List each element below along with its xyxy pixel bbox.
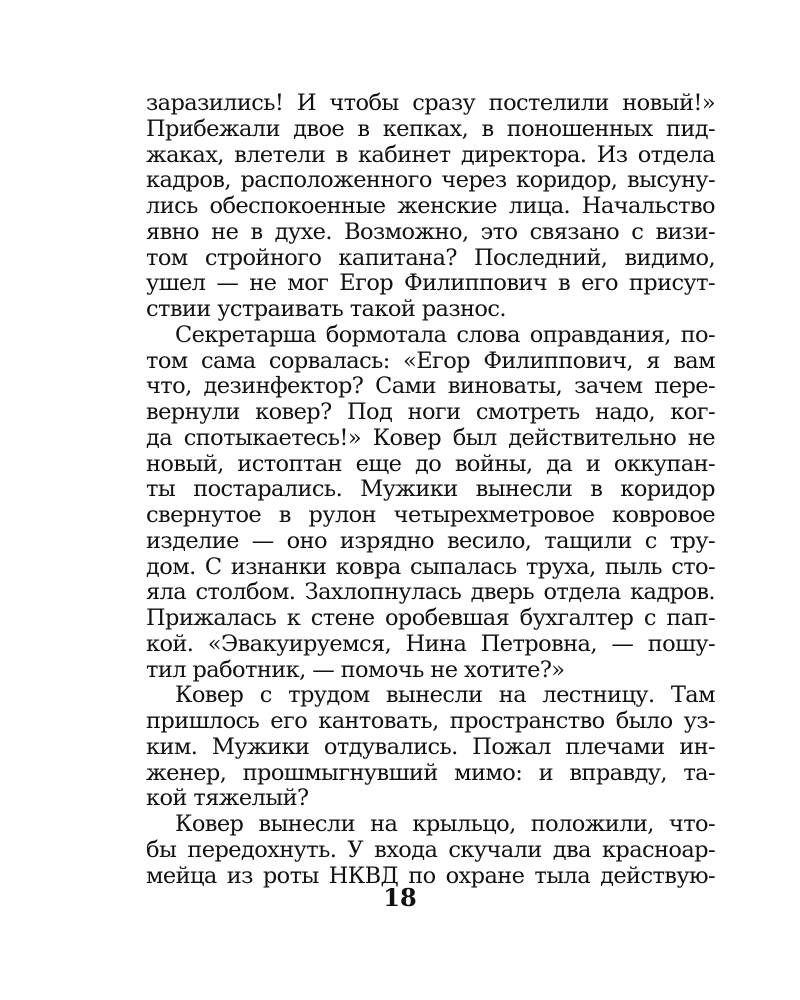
text-line: что, дезинфектор? Сами виноваты, зачем пере- <box>146 373 715 400</box>
text-line: свернутое в рулон четырехметровое ковровое <box>146 502 715 528</box>
text-line: ким. Мужики отдувались. Пожал плечами ин- <box>146 733 715 760</box>
text-line: мейца из роты НКВД по охране тыла действую- <box>146 862 715 889</box>
text-line: дом. С изнанки ковра сыпалась труха, пыль сто- <box>146 553 715 580</box>
text-line: жаках, влетели в кабинет директора. Из отдела <box>146 141 715 168</box>
text-line: Ковер с трудом вынесли на лестницу. Там <box>175 682 715 709</box>
text-line: пришлось его кантовать, пространство было уз- <box>146 708 715 734</box>
text-line: женер, прошмыгнувший мимо: и вправду, та- <box>146 759 715 786</box>
text-line: кой. «Эвакуируемся, Нина Петровна, — пошу- <box>146 630 715 657</box>
text-line: Прижалась к стене оробевшая бухгалтер с пап- <box>146 605 715 631</box>
text-line: кадров, расположенного через коридор, высуну- <box>146 167 715 194</box>
text-line: явно не в духе. Возможно, это связано с визи- <box>146 218 715 245</box>
text-line: тил работник, — помочь не хотите?» <box>146 656 565 683</box>
text-line: Прибежали двое в кепках, в поношенных пид- <box>146 115 715 142</box>
text-line: том стройного капитана? Последний, видимо, <box>146 244 715 271</box>
text-line: том сама сорвалась: «Егор Филиппович, я вам <box>146 347 715 374</box>
text-line: ушел — не мог Егор Филиппович в его присут- <box>146 270 715 297</box>
body-text <box>146 91 715 889</box>
text-line: вернули ковер? Под ноги смотреть надо, ког- <box>146 399 715 425</box>
text-line: ты постарались. Мужики вынесли в коридор <box>146 476 715 503</box>
text-line: ствии устраивать такой разнос. <box>146 296 506 322</box>
text-line: кой тяжелый? <box>146 785 309 812</box>
text-line: изделие — оно изрядно весило, тащили с тру- <box>146 527 715 554</box>
text-line: новый, истоптан еще до войны, да и оккупан- <box>146 450 715 477</box>
page-number: 18 <box>383 883 417 912</box>
text-line: Секретарша бормотала слова оправдания, по- <box>175 321 715 348</box>
text-line: да спотыкаетесь!» Ковер был действительно не <box>146 424 715 451</box>
text-line: яла столбом. Захлопнулась дверь отдела кадров. <box>146 579 715 606</box>
text-line: бы передохнуть. У входа скучали два красноар- <box>146 836 715 863</box>
text-line: заразились! И чтобы сразу постелили новый!» <box>146 90 715 116</box>
text-line: лись обеспокоенные женские лица. Начальство <box>146 193 715 219</box>
text-line: Ковер вынесли на крыльцо, положили, что- <box>175 811 715 837</box>
